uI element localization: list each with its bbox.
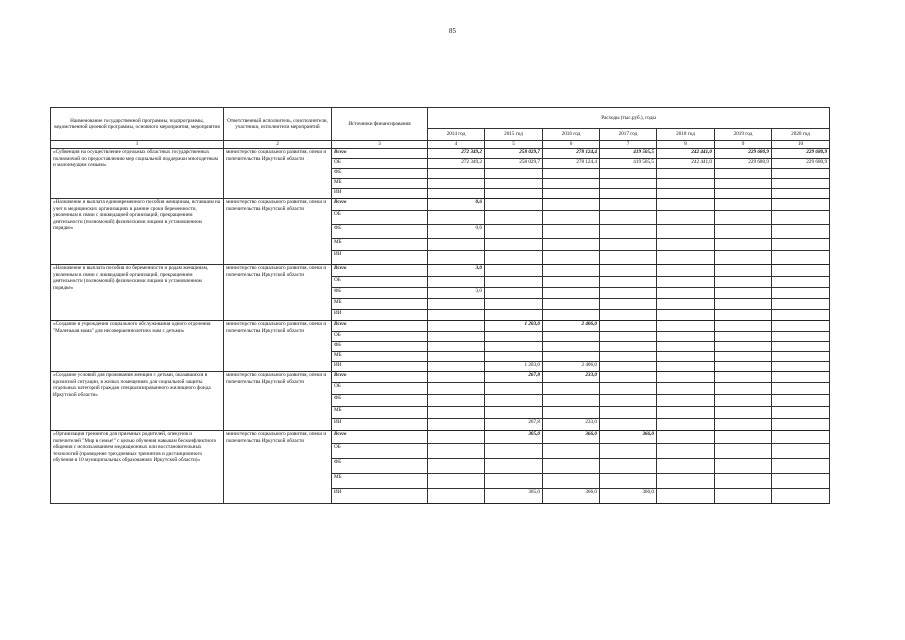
expense-value [485, 277, 543, 288]
header-expenses: Расходы (тыс.руб.), годы [428, 108, 830, 129]
expense-value [600, 225, 657, 239]
expense-value [428, 332, 485, 342]
activity-name: «Назначение и выплата единовременного пособия женщинам, вставшим на учет в медицинских организациях в ранние сроки беременности, уволенным в связи с ликвидацией организаций, прекращением деятельности (полномочий) физическими лицами в установленном порядке» [51, 199, 224, 265]
expense-value [600, 321, 657, 332]
funding-source: ОБ [332, 383, 428, 395]
expense-value [485, 169, 543, 179]
expense-value [543, 179, 600, 189]
funding-source: МБ [332, 352, 428, 362]
expense-value [600, 395, 657, 407]
header-year: 2017 год [600, 129, 657, 141]
expense-value: 272 349,2 [428, 149, 485, 159]
expense-value [715, 299, 772, 310]
funding-source: ФБ [332, 288, 428, 299]
expense-value [715, 419, 772, 431]
expense-value [428, 179, 485, 189]
expense-value [543, 199, 600, 211]
expense-value [600, 211, 657, 225]
expense-value [715, 474, 772, 489]
expense-value [600, 299, 657, 310]
expense-value [485, 444, 543, 459]
expense-value [772, 332, 830, 342]
expense-value [543, 251, 600, 265]
expense-value [428, 169, 485, 179]
expense-value: 3,0 [428, 288, 485, 299]
expense-value [428, 431, 485, 444]
expense-value [600, 419, 657, 431]
expense-value: 2 406,0 [543, 321, 600, 332]
column-number: 4 [428, 141, 485, 149]
expense-value [772, 310, 830, 321]
column-number: 2 [224, 141, 332, 149]
expense-value [657, 169, 715, 179]
expense-value [428, 444, 485, 459]
expense-value [428, 321, 485, 332]
expense-value [715, 321, 772, 332]
expense-value: 267,8 [485, 419, 543, 431]
expense-value [772, 342, 830, 352]
expense-value [715, 407, 772, 419]
funding-source: Всего [332, 372, 428, 383]
column-number: 3 [332, 141, 428, 149]
expense-value [428, 299, 485, 310]
expense-value [428, 310, 485, 321]
expense-value [600, 189, 657, 199]
expense-value [600, 352, 657, 362]
header-executor: Ответственный исполнитель, соисполнители, участники, исполнители мероприятий [224, 108, 332, 141]
expense-value [600, 179, 657, 189]
expense-value [428, 362, 485, 372]
expense-value [657, 383, 715, 395]
expense-value [772, 199, 830, 211]
expense-value: 229 680,9 [772, 149, 830, 159]
expense-value: 0,6 [428, 225, 485, 239]
table-row [51, 149, 830, 159]
expense-value: 229 680,9 [772, 159, 830, 169]
expense-value [543, 342, 600, 352]
expense-value: 1 203,0 [485, 321, 543, 332]
expense-value [543, 211, 600, 225]
expense-value [428, 372, 485, 383]
table-row [51, 321, 830, 332]
executor: министерство социального развития, опеки и попечительства Иркутской области [224, 149, 332, 199]
executor: министерство социального развития, опеки и попечительства Иркутской области [224, 431, 332, 504]
expense-value [485, 251, 543, 265]
expense-value: 278 124,4 [543, 159, 600, 169]
expense-value [485, 211, 543, 225]
column-number: 9 [715, 141, 772, 149]
activity-name: «Назначение и выплата пособия по беременности и родам женщинам, уволенным в связи с ликвидацией организаций, прекращением деятельности (полномочий) физическими лицами в установленном порядке» [51, 265, 224, 321]
funding-source: МБ [332, 299, 428, 310]
expense-value: 419 505,5 [600, 149, 657, 159]
expense-value [428, 474, 485, 489]
expense-value [772, 459, 830, 474]
expense-value: 2 406,0 [543, 362, 600, 372]
expense-value [485, 239, 543, 251]
funding-source: МБ [332, 239, 428, 251]
expense-value [600, 444, 657, 459]
expense-value [543, 288, 600, 299]
expense-value [772, 407, 830, 419]
expense-value [543, 352, 600, 362]
funding-source: Всего [332, 431, 428, 444]
funding-source: МБ [332, 179, 428, 189]
header-year: 2014 год [428, 129, 485, 141]
expense-value [600, 383, 657, 395]
expense-value: 278 124,4 [543, 149, 600, 159]
header-name: Наименование государственной программы, подпрограммы, ведомственной целевой программы, основного мероприятия, мероприятия [51, 108, 224, 141]
expense-value [485, 225, 543, 239]
funding-source: ИИ [332, 189, 428, 199]
expense-value [772, 352, 830, 362]
expense-value: 366,0 [543, 431, 600, 444]
expense-value: 305,0 [485, 489, 543, 504]
expense-value [772, 265, 830, 277]
expense-value [600, 265, 657, 277]
expense-value: 258 029,7 [485, 149, 543, 159]
expense-value [715, 179, 772, 189]
expense-value [772, 179, 830, 189]
expense-value [772, 189, 830, 199]
funding-source: ИИ [332, 489, 428, 504]
expense-value [428, 407, 485, 419]
expense-value [600, 372, 657, 383]
column-number: 8 [657, 141, 715, 149]
expense-value [543, 332, 600, 342]
header-year: 2018 год [657, 129, 715, 141]
expense-value: 366,0 [600, 431, 657, 444]
expense-value [772, 489, 830, 504]
expense-value [772, 383, 830, 395]
funding-source: ОБ [332, 332, 428, 342]
expense-value [715, 239, 772, 251]
expense-value [715, 332, 772, 342]
expense-value [715, 342, 772, 352]
expense-value [600, 277, 657, 288]
expense-value [485, 395, 543, 407]
expense-value [543, 459, 600, 474]
table-row [51, 431, 830, 444]
expense-value [428, 211, 485, 225]
expense-value [715, 288, 772, 299]
expense-value [657, 352, 715, 362]
expense-value [428, 277, 485, 288]
expense-value [657, 332, 715, 342]
funding-source: ФБ [332, 395, 428, 407]
column-number: 7 [600, 141, 657, 149]
funding-source: МБ [332, 407, 428, 419]
activity-name: «Субвенция на осуществление отдельных областных государственных полномочий по предоставлению мер социальной поддержки многодетным и малоимущим семьям» [51, 149, 224, 199]
expense-value [657, 265, 715, 277]
expense-value [543, 299, 600, 310]
column-number: 5 [485, 141, 543, 149]
expense-value [600, 288, 657, 299]
expense-value [543, 189, 600, 199]
expense-value [543, 239, 600, 251]
expense-value [715, 352, 772, 362]
column-number: 6 [543, 141, 600, 149]
expense-value [772, 288, 830, 299]
expense-value [428, 352, 485, 362]
expense-value [772, 251, 830, 265]
activity-name: «Организация тренингов для приемных родителей, опекунов и попечителей "Мир в семье!" с целью обучения навыкам бесконфликтного общения с использованием медиационных или восстановительных технологий (проведение трехдневных тренингов и дистанционного обучения в 10 муниципальных образованиях Иркутской области)» [51, 431, 224, 504]
expense-value [485, 189, 543, 199]
expense-value: 229 680,9 [715, 159, 772, 169]
funding-source: ФБ [332, 342, 428, 352]
expense-value [657, 372, 715, 383]
expense-value [543, 265, 600, 277]
executor: министерство социального развития, опеки и попечительства Иркутской области [224, 321, 332, 372]
expense-value [715, 225, 772, 239]
expense-value [428, 395, 485, 407]
expense-value [428, 239, 485, 251]
expense-value [428, 251, 485, 265]
expense-value [715, 265, 772, 277]
header-year: 2020 год [772, 129, 830, 141]
expense-value [428, 189, 485, 199]
funding-source: ОБ [332, 444, 428, 459]
expense-value [600, 474, 657, 489]
expense-value [657, 321, 715, 332]
expense-value [543, 474, 600, 489]
funding-source: ИИ [332, 362, 428, 372]
expense-value [657, 489, 715, 504]
expense-value [543, 310, 600, 321]
expense-value: 1 203,0 [485, 362, 543, 372]
expense-value [485, 310, 543, 321]
expense-value [715, 310, 772, 321]
expense-value [772, 211, 830, 225]
expense-value [657, 199, 715, 211]
expense-value [772, 362, 830, 372]
expense-value [715, 189, 772, 199]
expense-value [543, 395, 600, 407]
expense-value [428, 489, 485, 504]
expense-value [772, 277, 830, 288]
expense-value [485, 288, 543, 299]
table-row [51, 265, 830, 277]
expense-value [600, 332, 657, 342]
expense-value [715, 395, 772, 407]
expense-value [715, 383, 772, 395]
expense-value [657, 225, 715, 239]
expense-value [485, 352, 543, 362]
expense-value [428, 419, 485, 431]
expense-value [600, 199, 657, 211]
expense-value [600, 362, 657, 372]
expense-value [485, 407, 543, 419]
expense-value [485, 299, 543, 310]
expense-value [715, 372, 772, 383]
funding-source: Всего [332, 199, 428, 211]
expense-value [600, 239, 657, 251]
expense-value [600, 407, 657, 419]
funding-source: ОБ [332, 211, 428, 225]
expense-value [715, 459, 772, 474]
expense-value [715, 489, 772, 504]
header-year: 2016 год [543, 129, 600, 141]
expense-value [657, 459, 715, 474]
expense-value [772, 169, 830, 179]
expense-value: 3,0 [428, 265, 485, 277]
expense-value [428, 383, 485, 395]
expense-value [657, 251, 715, 265]
expense-value [657, 444, 715, 459]
expense-value [657, 179, 715, 189]
expense-value [428, 459, 485, 474]
expense-value [485, 459, 543, 474]
expense-value [715, 251, 772, 265]
expense-value [485, 265, 543, 277]
expense-value [772, 299, 830, 310]
expense-value [657, 288, 715, 299]
budget-table [50, 107, 830, 504]
expense-value: 272 349,2 [428, 159, 485, 169]
funding-source: ИИ [332, 419, 428, 431]
expense-value [600, 251, 657, 265]
expense-value [772, 372, 830, 383]
executor: министерство социального развития, опеки и попечительства Иркутской области [224, 265, 332, 321]
expense-value: 229 680,9 [715, 149, 772, 159]
expense-value: 242 441,0 [657, 159, 715, 169]
expense-value [657, 419, 715, 431]
expense-value [657, 211, 715, 225]
expense-value: 366,0 [600, 489, 657, 504]
funding-source: ИИ [332, 310, 428, 321]
executor: министерство социального развития, опеки и попечительства Иркутской области [224, 372, 332, 431]
header-source: Источники финансирования [332, 108, 428, 141]
expense-value [715, 199, 772, 211]
funding-source: ОБ [332, 159, 428, 169]
expense-value [715, 431, 772, 444]
expense-value [657, 342, 715, 352]
expense-value: 0,6 [428, 199, 485, 211]
expense-value: 242 441,0 [657, 149, 715, 159]
expense-value [657, 407, 715, 419]
expense-value [543, 383, 600, 395]
expense-value [715, 362, 772, 372]
expense-value [543, 169, 600, 179]
funding-source: Всего [332, 321, 428, 332]
expense-value [657, 310, 715, 321]
column-number: 10 [772, 141, 830, 149]
expense-value [772, 225, 830, 239]
funding-source: МБ [332, 474, 428, 489]
expense-value [485, 179, 543, 189]
activity-name: «Создание в учреждении социального обслуживания одного отделения "Маленькая мама" для несовершеннолетних мам с детьми» [51, 321, 224, 372]
expense-value [600, 310, 657, 321]
expense-value [600, 459, 657, 474]
header-year: 2019 год [715, 129, 772, 141]
expense-value [657, 362, 715, 372]
activity-name: «Создание условий для проживания женщин с детьми, оказавшихся в кризисной ситуации, в жилых помещениях для социальной защиты отдельных категорий граждан специализированного жилищного фонда Иркутской области» [51, 372, 224, 431]
funding-source: Всего [332, 265, 428, 277]
expense-value [428, 342, 485, 352]
funding-source: ФБ [332, 459, 428, 474]
expense-value [657, 189, 715, 199]
expense-value: 258 029,7 [485, 159, 543, 169]
expense-value [772, 419, 830, 431]
expense-value: 419 505,5 [600, 159, 657, 169]
expense-value [772, 444, 830, 459]
expense-value [485, 342, 543, 352]
table-row [51, 199, 830, 211]
expense-value [772, 431, 830, 444]
expense-value [485, 383, 543, 395]
expense-value [543, 225, 600, 239]
expense-value [657, 277, 715, 288]
expense-value [657, 474, 715, 489]
page-number: 85 [449, 27, 456, 35]
executor: министерство социального развития, опеки и попечительства Иркутской области [224, 199, 332, 265]
expense-value [772, 474, 830, 489]
expense-value [657, 299, 715, 310]
header-year: 2015 год [485, 129, 543, 141]
expense-value [715, 277, 772, 288]
funding-source: ФБ [332, 225, 428, 239]
funding-source: ФБ [332, 169, 428, 179]
funding-source: Всего [332, 149, 428, 159]
expense-value [543, 277, 600, 288]
expense-value [715, 211, 772, 225]
expense-value: 233,0 [543, 419, 600, 431]
expense-value [715, 169, 772, 179]
funding-source: ОБ [332, 277, 428, 288]
expense-value [543, 407, 600, 419]
expense-value: 366,0 [543, 489, 600, 504]
expense-value [485, 199, 543, 211]
expense-value: 305,0 [485, 431, 543, 444]
expense-value: 233,0 [543, 372, 600, 383]
table-row [51, 372, 830, 383]
expense-value [772, 395, 830, 407]
expense-value [657, 431, 715, 444]
expense-value [485, 474, 543, 489]
expense-value [485, 332, 543, 342]
expense-value [715, 444, 772, 459]
expense-value [657, 239, 715, 251]
expense-value [772, 239, 830, 251]
expense-value [600, 169, 657, 179]
expense-value [600, 342, 657, 352]
expense-value: 267,8 [485, 372, 543, 383]
expense-value [543, 444, 600, 459]
funding-source: ИИ [332, 251, 428, 265]
expense-value [657, 395, 715, 407]
column-number: 1 [51, 141, 224, 149]
expense-value [772, 321, 830, 332]
